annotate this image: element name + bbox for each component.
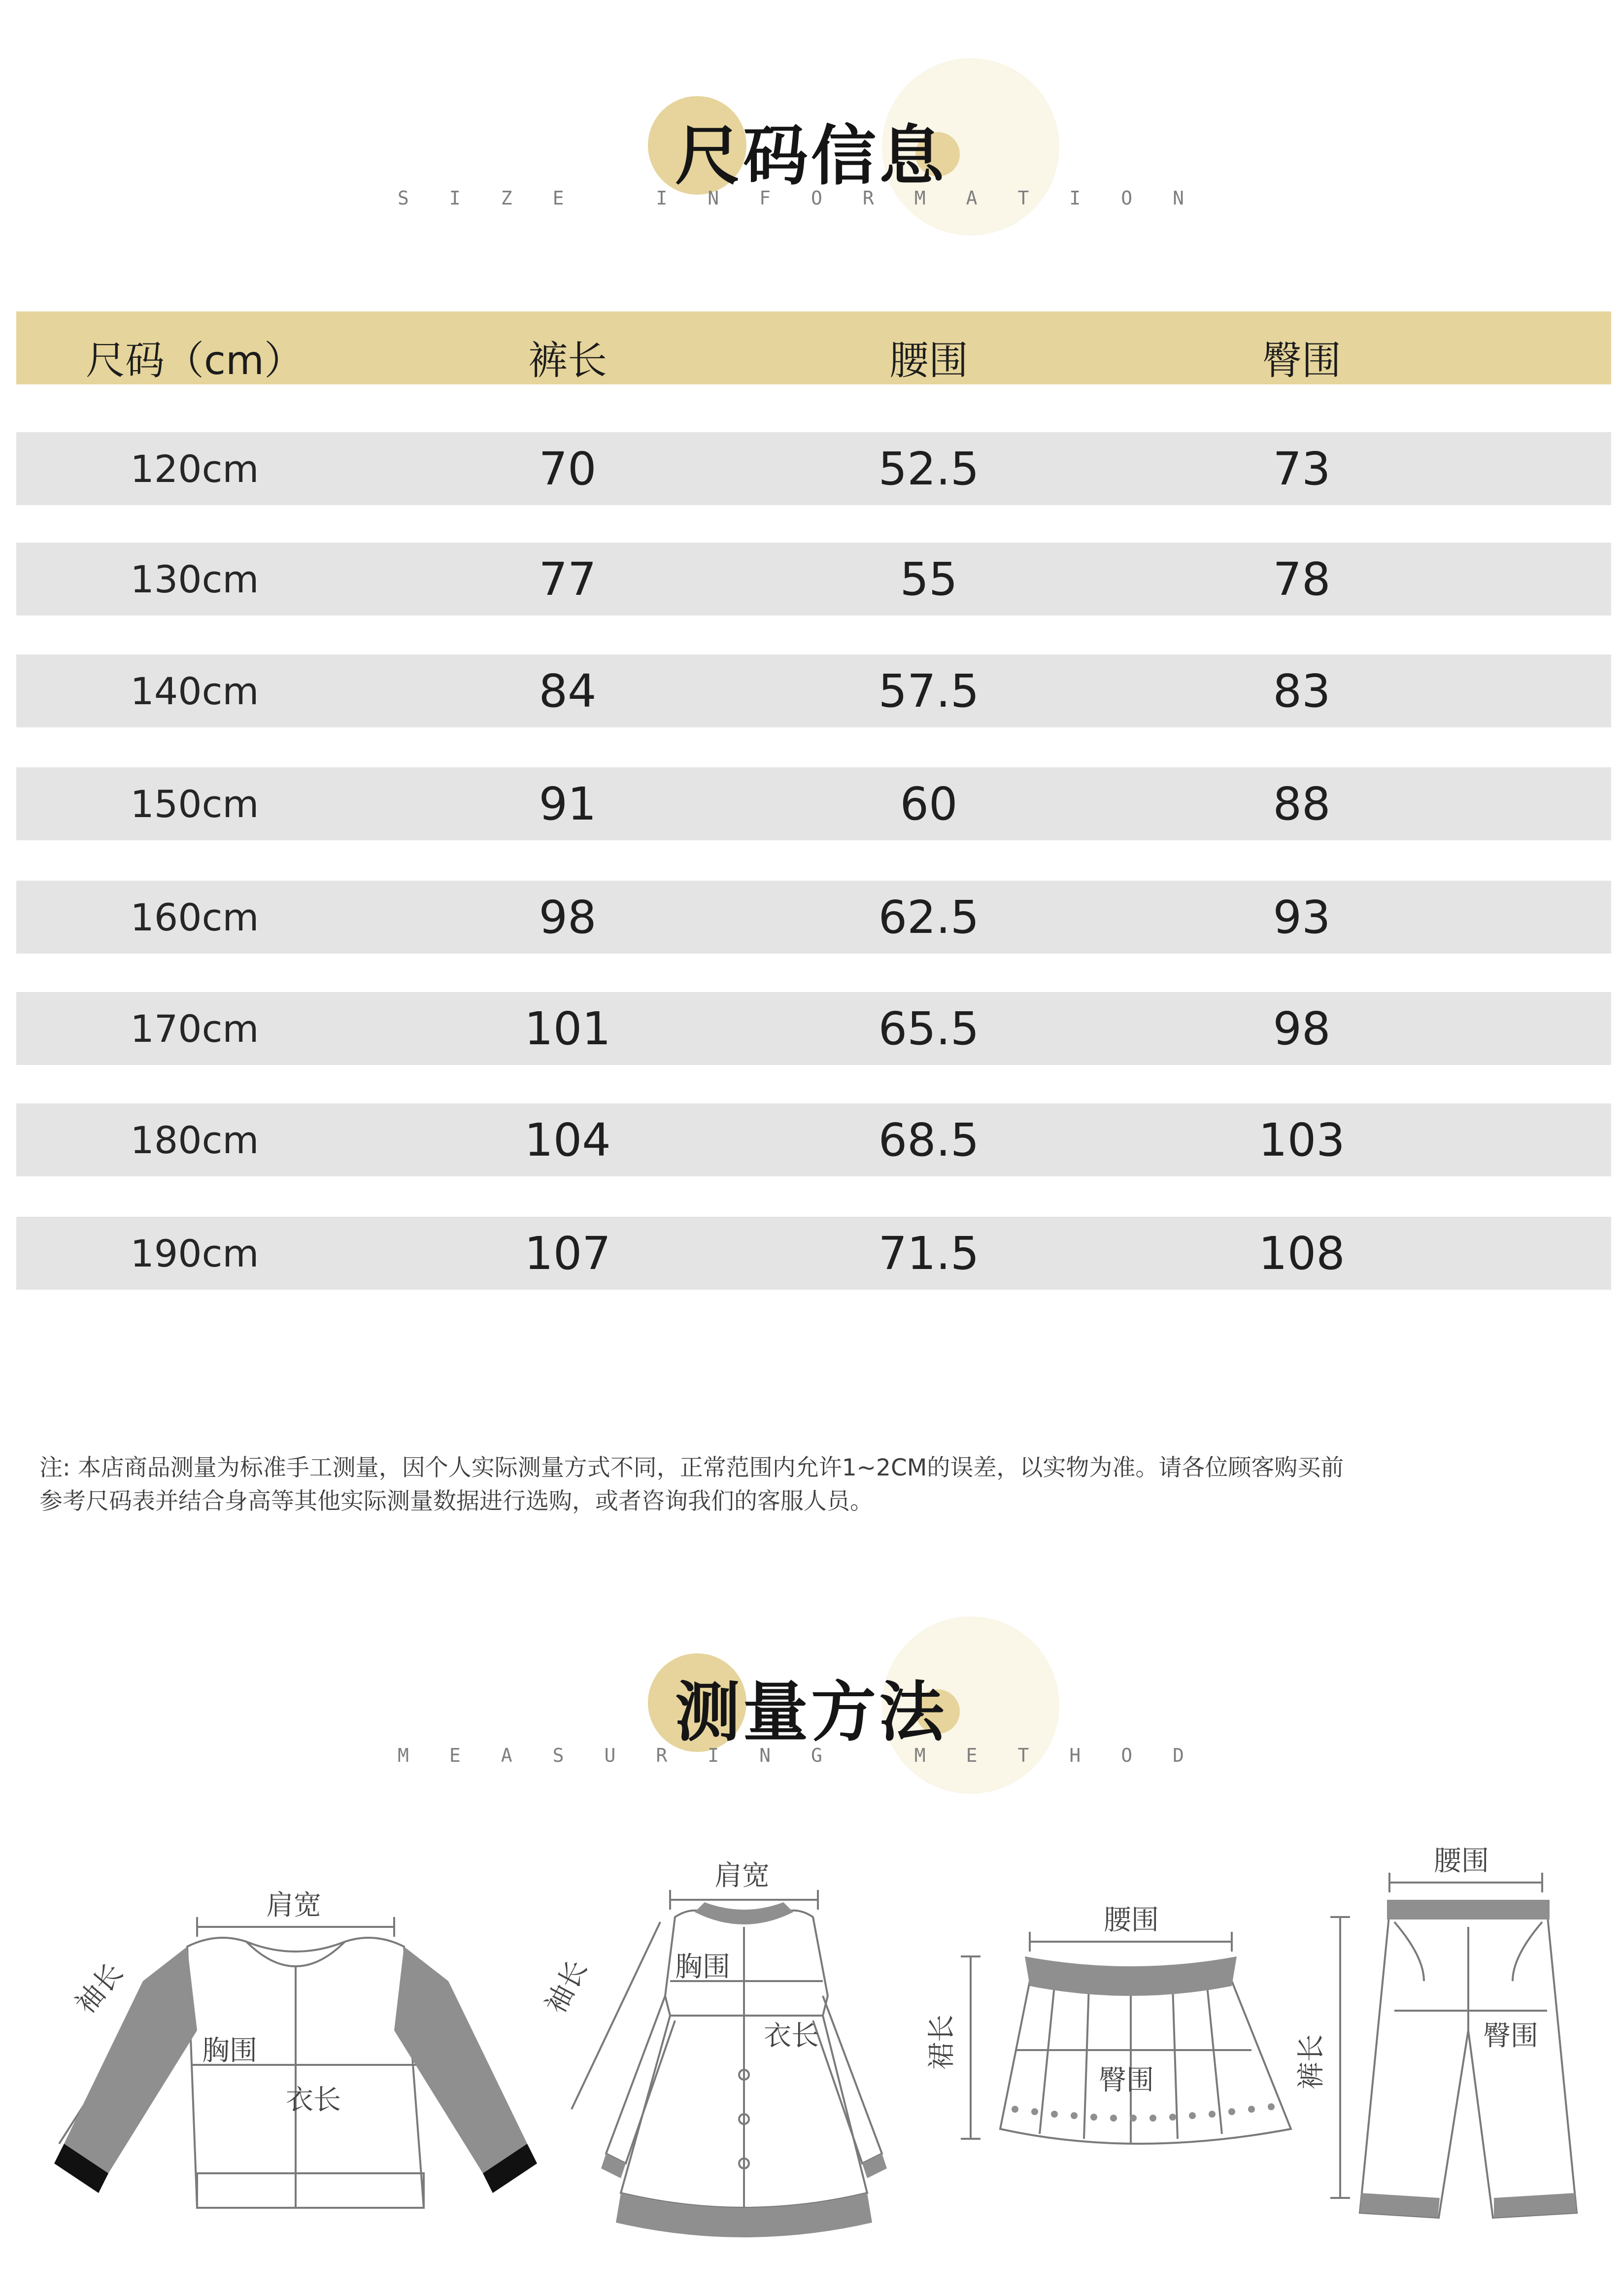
cell-hip: 93 bbox=[1273, 891, 1331, 944]
header-pants-length: 裤长 bbox=[528, 337, 607, 383]
pants-label-length: 裤长 bbox=[1295, 2034, 1327, 2090]
measurement-note bbox=[39, 1451, 1596, 1518]
note-line-2: 参考尺码表并结合身高等其他实际测量数据进行选购，或者咨询我们的客服人员。 bbox=[39, 1488, 873, 1515]
pants-label-hip: 臀围 bbox=[1483, 2020, 1538, 2052]
cell-waist: 68.5 bbox=[878, 1113, 980, 1166]
cell-size: 190cm bbox=[130, 1231, 259, 1275]
dress-illustration bbox=[539, 1858, 971, 2242]
table-row bbox=[16, 1103, 1611, 1176]
table-row bbox=[16, 992, 1611, 1065]
cell-waist: 57.5 bbox=[878, 664, 980, 718]
cell-size: 150cm bbox=[130, 782, 259, 826]
cell-size: 120cm bbox=[130, 446, 259, 491]
cell-size: 170cm bbox=[130, 1006, 259, 1051]
cell-hip: 83 bbox=[1273, 664, 1331, 718]
sweater-label-chest: 胸围 bbox=[202, 2035, 257, 2067]
sweater-label-sleeve: 袖长 bbox=[69, 1957, 130, 2020]
table-row bbox=[16, 767, 1611, 840]
note-line-1: 注: 本店商品测量为标准手工测量，因个人实际测量方式不同，正常范围内允许1~2CM的误差，以实物为准。请各位顾客购买前 bbox=[39, 1454, 1344, 1481]
cell-waist: 65.5 bbox=[878, 1002, 980, 1055]
table-row bbox=[16, 1217, 1611, 1290]
size-info-title: 尺码信息 bbox=[675, 118, 947, 194]
cell-pants-length: 107 bbox=[524, 1227, 611, 1280]
skirt-label-waist: 腰围 bbox=[1104, 1904, 1159, 1936]
cell-size: 180cm bbox=[130, 1118, 259, 1162]
cell-pants-length: 77 bbox=[539, 552, 597, 606]
table-row bbox=[16, 432, 1611, 505]
skirt-illustration bbox=[926, 1902, 1311, 2208]
table-row bbox=[16, 881, 1611, 954]
dress-label-shoulder: 肩宽 bbox=[714, 1860, 770, 1892]
cell-hip: 78 bbox=[1273, 552, 1331, 606]
cell-size: 130cm bbox=[130, 557, 259, 601]
cell-pants-length: 70 bbox=[539, 442, 597, 495]
cell-pants-length: 98 bbox=[539, 891, 597, 944]
cell-hip: 108 bbox=[1258, 1227, 1345, 1280]
cell-hip: 98 bbox=[1273, 1002, 1331, 1055]
skirt-label-hip: 臀围 bbox=[1099, 2064, 1154, 2096]
dress-label-length: 衣长 bbox=[764, 2020, 819, 2052]
cell-pants-length: 104 bbox=[524, 1113, 611, 1166]
skirt-label-length: 裙长 bbox=[926, 2015, 958, 2070]
table-row bbox=[16, 654, 1611, 727]
dress-label-sleeve: 袖长 bbox=[539, 1955, 594, 2019]
pants-label-waist: 腰围 bbox=[1434, 1845, 1489, 1877]
cell-waist: 60 bbox=[900, 777, 958, 830]
cell-pants-length: 91 bbox=[539, 777, 597, 830]
measuring-method-title: 测量方法 bbox=[675, 1675, 947, 1750]
cell-waist: 55 bbox=[900, 552, 958, 606]
table-header-row bbox=[16, 311, 1611, 384]
measuring-method-subtitle: MEASURING METHOD bbox=[397, 1745, 1225, 1766]
dress-label-chest: 胸围 bbox=[675, 1951, 730, 1983]
cell-waist: 71.5 bbox=[878, 1227, 980, 1280]
pants-illustration bbox=[1295, 1845, 1596, 2227]
cell-pants-length: 84 bbox=[539, 664, 597, 718]
cell-size: 140cm bbox=[130, 669, 259, 713]
cell-hip: 103 bbox=[1258, 1113, 1345, 1166]
cell-pants-length: 101 bbox=[524, 1002, 611, 1055]
cell-hip: 73 bbox=[1273, 442, 1331, 495]
header-waist: 腰围 bbox=[889, 337, 968, 383]
header-hip: 臀围 bbox=[1262, 337, 1341, 383]
cell-hip: 88 bbox=[1273, 777, 1331, 830]
sweater-label-length: 衣长 bbox=[286, 2084, 341, 2116]
cell-size: 160cm bbox=[130, 895, 259, 939]
sweater-illustration bbox=[49, 1868, 542, 2223]
sweater-label-shoulder: 肩宽 bbox=[266, 1889, 321, 1921]
cell-waist: 62.5 bbox=[878, 891, 980, 944]
cell-waist: 52.5 bbox=[878, 442, 980, 495]
table-row bbox=[16, 543, 1611, 616]
header-size: 尺码（cm） bbox=[86, 337, 304, 383]
size-info-subtitle: SIZE INFORMATION bbox=[397, 187, 1225, 209]
